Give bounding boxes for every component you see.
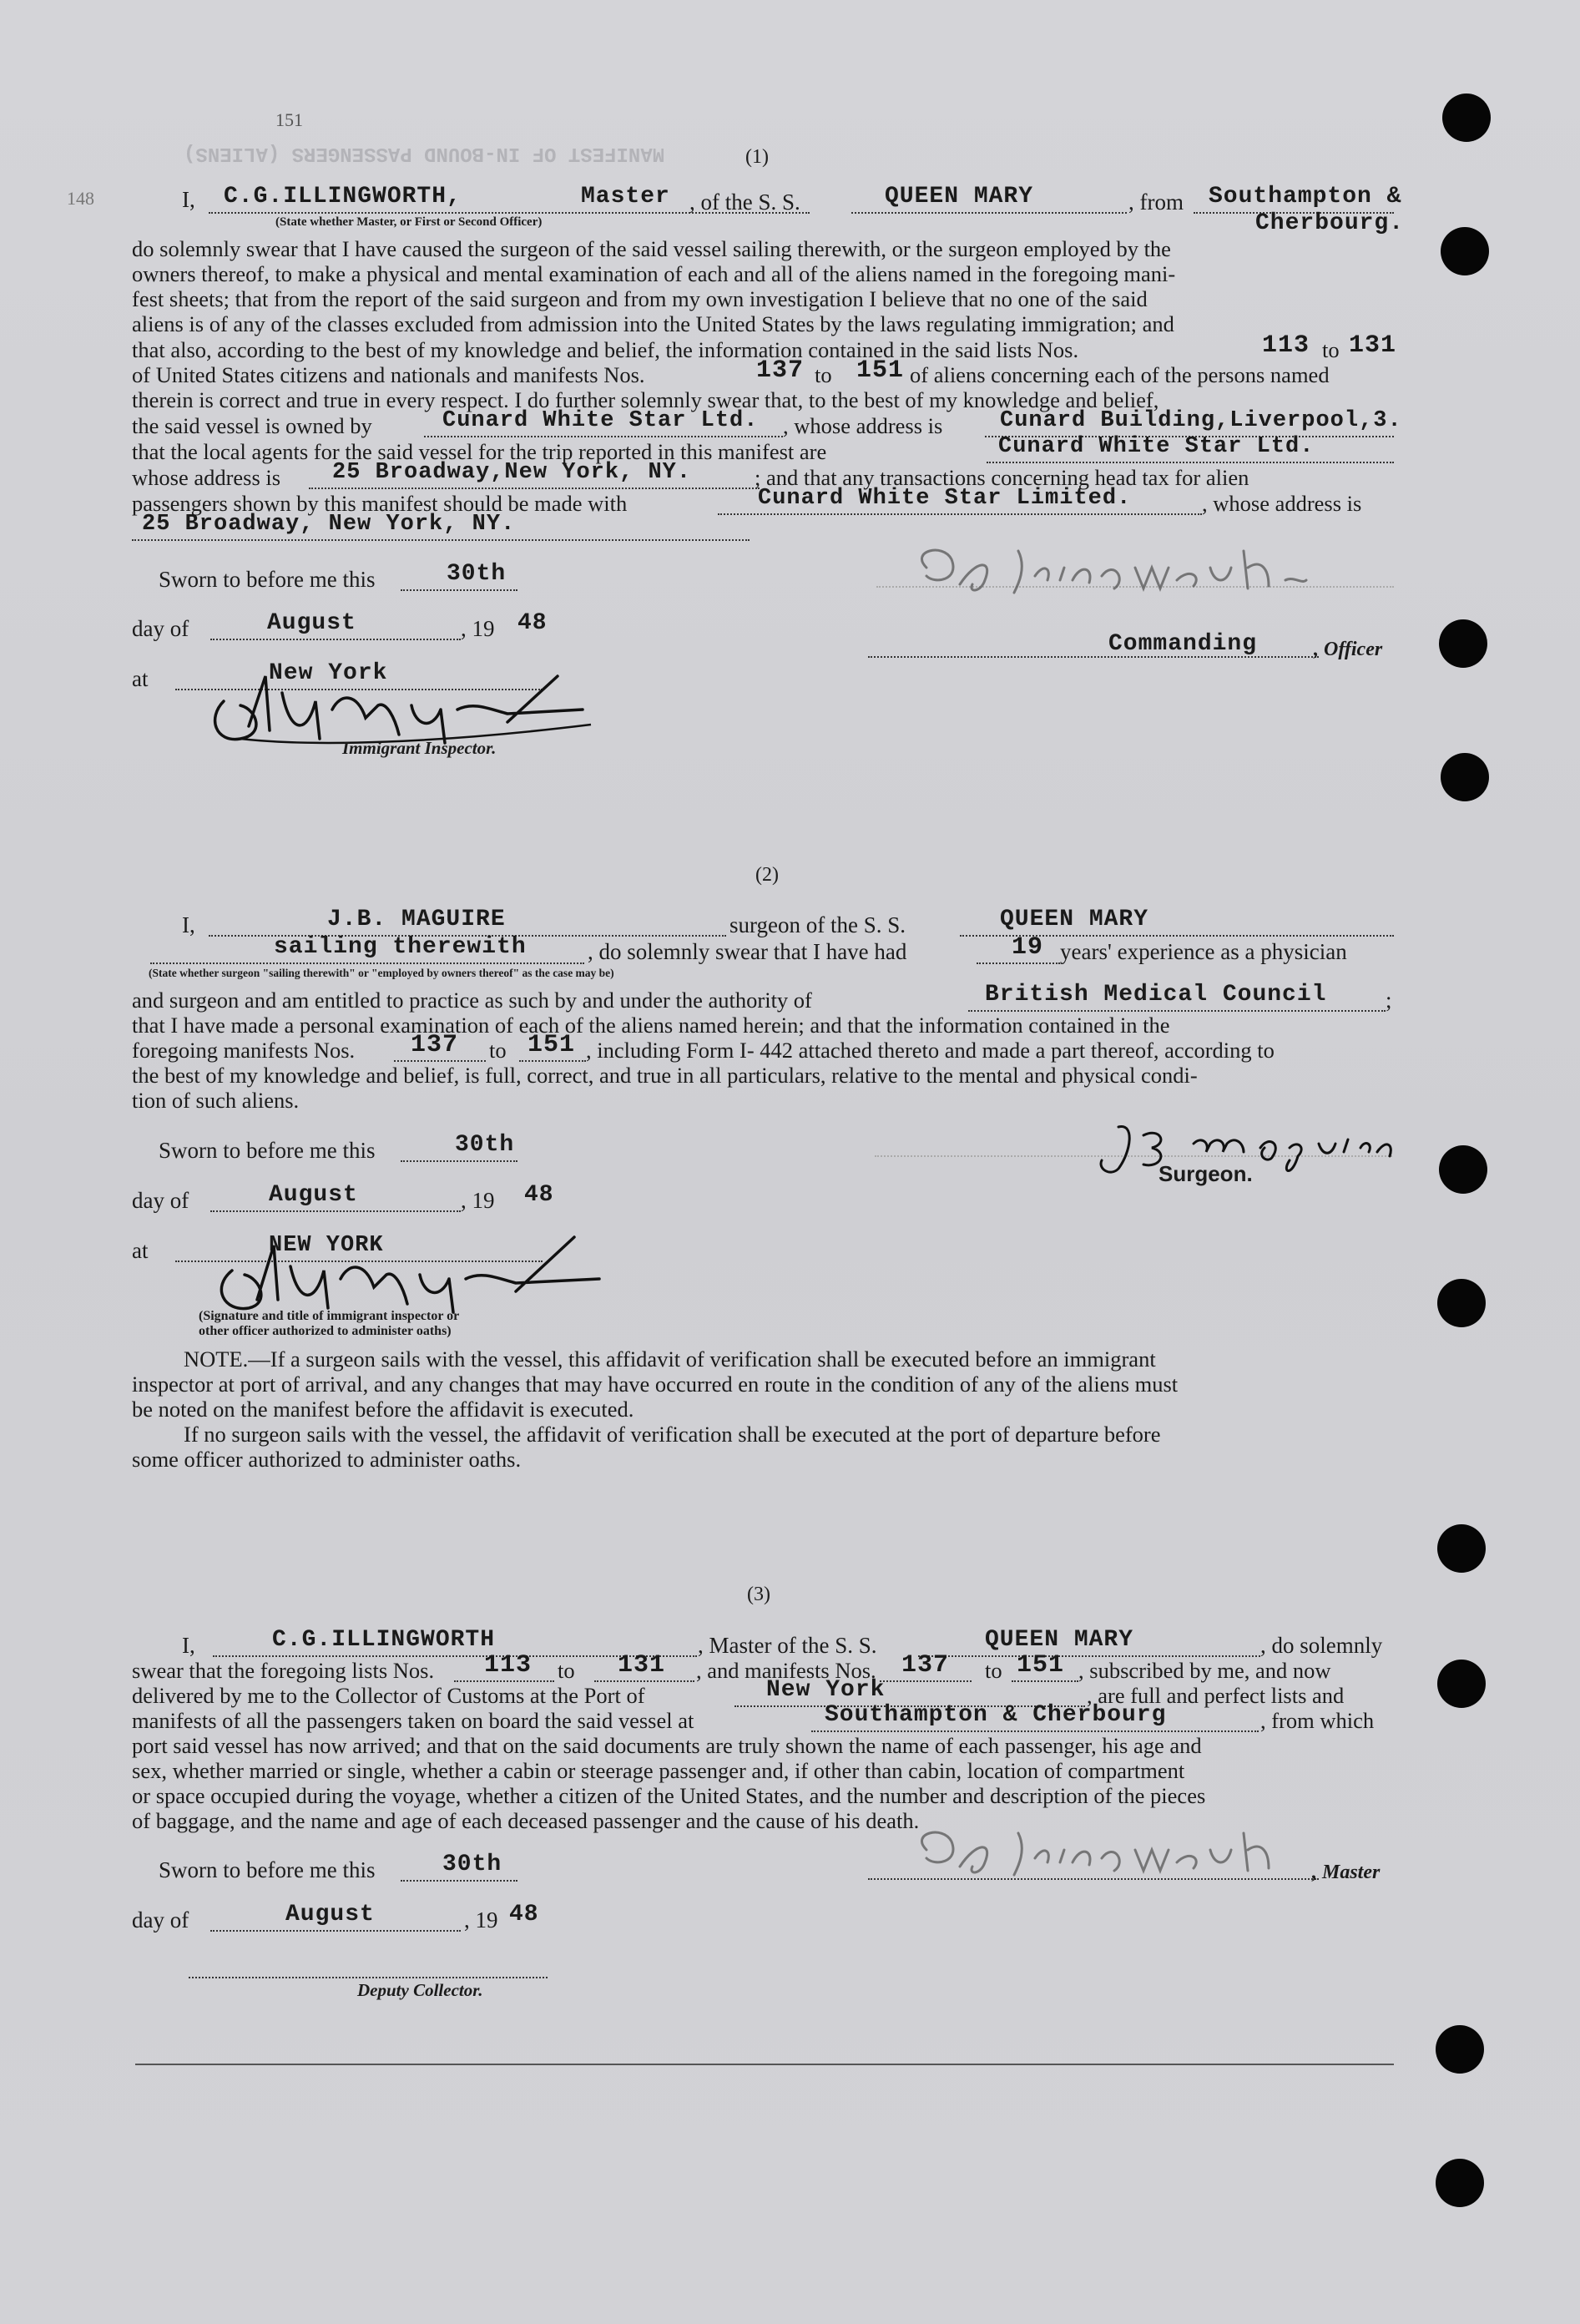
s1-from-port-1: Southampton & <box>1209 184 1402 210</box>
s3-master-name: C.G.ILLINGWORTH <box>272 1627 496 1653</box>
s2-sworn-blank <box>401 1160 517 1162</box>
s1-at-label: at <box>132 666 149 691</box>
s2-years: 19 <box>1012 933 1044 962</box>
s3-l6: sex, whether married or single, whether a cabin or steerage passenger and, if other than cabin, location of compartment <box>132 1758 1185 1783</box>
s2-note-3: be noted on the manifest before the affidavit is executed. <box>132 1397 634 1422</box>
s1-line: owners thereof, to make a physical and mental examination of each and all of the aliens named in the foregoing mani- <box>132 261 1176 286</box>
s3-l7: or space occupied during the voyage, whether a citizen of the United States, and the number and description of the pieces <box>132 1783 1206 1808</box>
s2-sworn-day: 30th <box>455 1132 515 1158</box>
s3-to-label-2: to <box>985 1658 1002 1683</box>
s2-sig-hint-1: (Signature and title of immigrant inspector or <box>199 1309 460 1323</box>
s1-month-blank <box>210 639 461 640</box>
s3-vessel-name: QUEEN MARY <box>985 1627 1134 1653</box>
master-signature-1 <box>901 534 1369 601</box>
s1-line: fest sheets; that from the report of the said surgeon and from my own investigation I believe that no one of the said <box>132 286 1148 311</box>
s1-line: aliens is of any of the classes excluded from admission into the United States by the laws regulating immigration; and <box>132 311 1174 336</box>
s1-owner-address: Cunard Building,Liverpool,3. <box>1000 408 1402 433</box>
s2-years-blank <box>977 962 1060 964</box>
section-3-number: (3) <box>747 1584 770 1605</box>
s3-lists-from: 113 <box>484 1651 533 1680</box>
s2-month: August <box>269 1182 358 1208</box>
s1-agents-label: that the local agents for the said vessel for the trip reported in this manifest are <box>132 439 827 464</box>
s1-year-prefix: , 19 <box>461 616 495 641</box>
s1-lists-from: 113 <box>1262 331 1310 360</box>
s1-to-label-2: to <box>815 362 832 387</box>
s2-surgeon-label: Surgeon. <box>1158 1161 1253 1186</box>
s3-l8: of baggage, and the name and age of each deceased passenger and the cause of his death. <box>132 1808 920 1833</box>
s1-owner-blank <box>424 436 783 437</box>
punch-hole <box>1441 753 1489 801</box>
s3-manifests-to: 151 <box>1017 1651 1065 1680</box>
s2-month-blank <box>210 1210 461 1212</box>
s2-sailing: sailing therewith <box>274 934 527 960</box>
s1-tax-addr-label: , whose address is <box>1202 491 1362 516</box>
punch-hole <box>1436 2159 1484 2207</box>
s1-sworn-blank <box>401 589 517 591</box>
s1-year: 48 <box>517 610 548 636</box>
s3-l2-a: swear that the foregoing lists Nos. <box>132 1658 435 1683</box>
s1-rank-hint: (State whether Master, or First or Second Officer) <box>275 215 543 229</box>
s3-to-label: to <box>558 1658 575 1683</box>
s2-line-d: tion of such aliens. <box>132 1088 300 1113</box>
s2-authority: British Medical Council <box>985 982 1327 1008</box>
s3-sworn-label: Sworn to before me this <box>159 1857 376 1882</box>
s2-to-label: to <box>489 1038 507 1063</box>
s2-manifests-from: 137 <box>411 1031 459 1059</box>
s2-line-b-b: , including Form I- 442 attached thereto and made a part thereof, according to <box>586 1038 1275 1063</box>
punch-hole <box>1436 2025 1484 2074</box>
s3-pre-name: I, <box>182 1633 195 1658</box>
s1-of-ss-label: , of the S. S. <box>689 189 800 215</box>
s1-from-label: , from <box>1128 189 1184 215</box>
s2-place: NEW YORK <box>269 1233 384 1258</box>
s3-l3-a: delivered by me to the Collector of Customs at the Port of <box>132 1683 645 1708</box>
s3-sworn-day: 30th <box>442 1852 502 1877</box>
s2-swear-label: , do solemnly swear that I have had <box>588 939 907 964</box>
s1-line-5: that also, according to the best of my knowledge and belief, the information contained in the said lists Nos. <box>132 337 1079 362</box>
punch-hole <box>1439 619 1487 668</box>
s1-sworn-label: Sworn to before me this <box>159 567 376 592</box>
s3-master-of-label: , Master of the S. S. <box>698 1633 877 1658</box>
s2-year: 48 <box>524 1182 554 1208</box>
s1-vessel-name: QUEEN MARY <box>885 184 1034 210</box>
s2-at-label: at <box>132 1238 149 1263</box>
margin-number-mark: 148 <box>67 188 94 209</box>
s2-note-5: some officer authorized to administer oaths. <box>132 1447 522 1472</box>
s1-tax-addr-blank <box>132 539 750 541</box>
s2-line-b-a: foregoing manifests Nos. <box>132 1038 356 1063</box>
s2-pre-name: I, <box>182 912 195 937</box>
s3-deputy-blank <box>189 1977 548 1978</box>
s3-master-label: , Master <box>1312 1862 1381 1883</box>
s1-month: August <box>267 610 356 636</box>
s1-line-6a: of United States citizens and nationals and manifests Nos. <box>132 362 645 387</box>
s1-master-name: C.G.ILLINGWORTH, <box>224 184 462 210</box>
s1-rank: Master <box>581 184 670 210</box>
s1-agents-address: 25 Broadway,New York, NY. <box>332 460 692 485</box>
punch-hole <box>1442 93 1491 142</box>
s2-years-label: years' experience as a physician <box>1060 939 1347 964</box>
bleed-through-text: MANIFEST OF IN-BOUND PASSENGERS (ALIENS) <box>184 142 665 164</box>
s3-l4-a: manifests of all the passengers taken on board the said vessel at <box>132 1708 694 1733</box>
s3-year-prefix: , 19 <box>464 1907 498 1932</box>
s2-note-1: NOTE.—If a surgeon sails with the vessel, this affidavit of verification shall be executed before an immigrant <box>184 1346 1156 1372</box>
s1-manifests-from: 137 <box>756 356 805 385</box>
s2-line-a: that I have made a personal examination of each of the aliens named herein; and that the information contained in the <box>132 1013 1170 1038</box>
s1-to-label: to <box>1322 337 1340 362</box>
bottom-rule <box>135 2064 1394 2065</box>
s1-inspector-label: Immigrant Inspector. <box>342 738 497 758</box>
punch-hole <box>1441 227 1489 275</box>
s1-commanding: Commanding <box>1108 631 1258 657</box>
s1-pre-name: I, <box>182 187 195 212</box>
s3-l4-b: , from which <box>1260 1708 1375 1733</box>
s1-line-7: therein is correct and true in every respect. I do further solemnly swear that, to the best of my knowledge and belief, <box>132 387 1159 412</box>
master-signature-3 <box>901 1816 1335 1883</box>
s3-lists-to: 131 <box>618 1651 666 1680</box>
s2-year-prefix: , 19 <box>461 1188 495 1213</box>
s1-owner: Cunard White Star Ltd. <box>442 408 759 433</box>
s3-ports: Southampton & Cherbourg <box>825 1702 1167 1728</box>
s2-day-of-label: day of <box>132 1188 189 1213</box>
s3-manifests-from-blank <box>880 1680 972 1682</box>
s1-tax-address: 25 Broadway, New York, NY. <box>142 512 516 537</box>
s2-vessel-name: QUEEN MARY <box>1000 907 1149 932</box>
s1-agents: Cunard White Star Ltd. <box>998 434 1315 459</box>
s1-agents-addr-label: whose address is <box>132 465 281 490</box>
inspector-signature-2 <box>190 1229 641 1321</box>
s2-authority-label: and surgeon and am entitled to practice as such by and under the authority of <box>132 988 812 1013</box>
page-number-mark: 151 <box>275 109 303 130</box>
s3-l2-b: , and manifests Nos. <box>696 1658 876 1683</box>
s1-from-port-2: Cherbourg. <box>1255 210 1405 236</box>
s3-l3-b: , are full and perfect lists and <box>1087 1683 1345 1708</box>
s1-agents-blank <box>987 462 1394 463</box>
s3-year: 48 <box>509 1902 539 1927</box>
s1-owner-addr-label: , whose address is <box>783 413 943 438</box>
s2-manifests-to: 151 <box>528 1031 576 1059</box>
s3-solemnly-label: , do solemnly <box>1260 1633 1383 1658</box>
s1-tax-blank <box>718 513 1202 515</box>
s1-line-6b: of aliens concerning each of the persons named <box>910 362 1330 387</box>
s1-officer-label: , Officer <box>1314 639 1383 660</box>
s2-sig-hint-2: other officer authorized to administer oaths) <box>199 1324 452 1338</box>
s2-surgeon-name: J.B. MAGUIRE <box>327 907 506 932</box>
s1-sworn-day: 30th <box>447 561 507 587</box>
punch-hole <box>1439 1145 1487 1194</box>
s2-note-4: If no surgeon sails with the vessel, the affidavit of verification shall be executed at the port of departure before <box>184 1422 1161 1447</box>
s2-sailing-hint: (State whether surgeon "sailing therewith" or "employed by owners thereof" as the case may be) <box>149 967 614 979</box>
punch-hole <box>1437 1660 1486 1708</box>
punch-hole <box>1437 1524 1486 1573</box>
s1-tax-label: ; and that any transactions concerning head tax for alien <box>755 465 1249 490</box>
s3-port: New York <box>766 1677 886 1703</box>
s1-tax-line: passengers shown by this manifest should be made with <box>132 491 628 516</box>
s3-manifests-from: 137 <box>901 1651 950 1680</box>
s1-agents-addr-blank <box>309 488 760 489</box>
punch-hole <box>1437 1279 1486 1327</box>
s3-month-blank <box>210 1930 461 1932</box>
s2-authority-end: ; <box>1386 988 1392 1013</box>
section-1-number: (1) <box>745 146 769 168</box>
s1-place: New York <box>269 660 388 686</box>
s1-body <box>132 236 1394 336</box>
s3-l5: port said vessel has now arrived; and that on the said documents are truly shown the name of each passenger, his age and <box>132 1733 1202 1758</box>
s1-line: do solemnly swear that I have caused the surgeon of the said vessel sailing therewith, or the surgeon employed by the <box>132 236 1171 261</box>
s1-vessel-blank <box>851 212 1127 214</box>
s2-line-c: the best of my knowledge and belief, is full, correct, and true in all particulars, relative to the mental and physical condi- <box>132 1063 1198 1088</box>
s1-owned-label: the said vessel is owned by <box>132 413 372 438</box>
s2-surgeon-of-label: surgeon of the S. S. <box>729 912 906 937</box>
s3-sworn-blank <box>401 1880 517 1882</box>
section-2-number: (2) <box>755 864 779 886</box>
s1-manifests-to: 151 <box>856 356 905 385</box>
s2-sailing-blank <box>150 962 584 964</box>
s2-note-2: inspector at port of arrival, and any changes that may have occurred en route in the condition of any of the aliens must <box>132 1372 1179 1397</box>
s1-day-of-label: day of <box>132 616 189 641</box>
s3-deputy-label: Deputy Collector. <box>357 1980 483 2000</box>
s1-tax-agent: Cunard White Star Limited. <box>758 486 1132 511</box>
s3-day-of-label: day of <box>132 1907 189 1932</box>
s2-sworn-label: Sworn to before me this <box>159 1138 376 1163</box>
s3-manifests-to-blank <box>1012 1680 1078 1682</box>
s1-lists-to: 131 <box>1349 331 1397 360</box>
s3-month: August <box>285 1902 375 1927</box>
s3-l2-c: , subscribed by me, and now <box>1078 1658 1331 1683</box>
